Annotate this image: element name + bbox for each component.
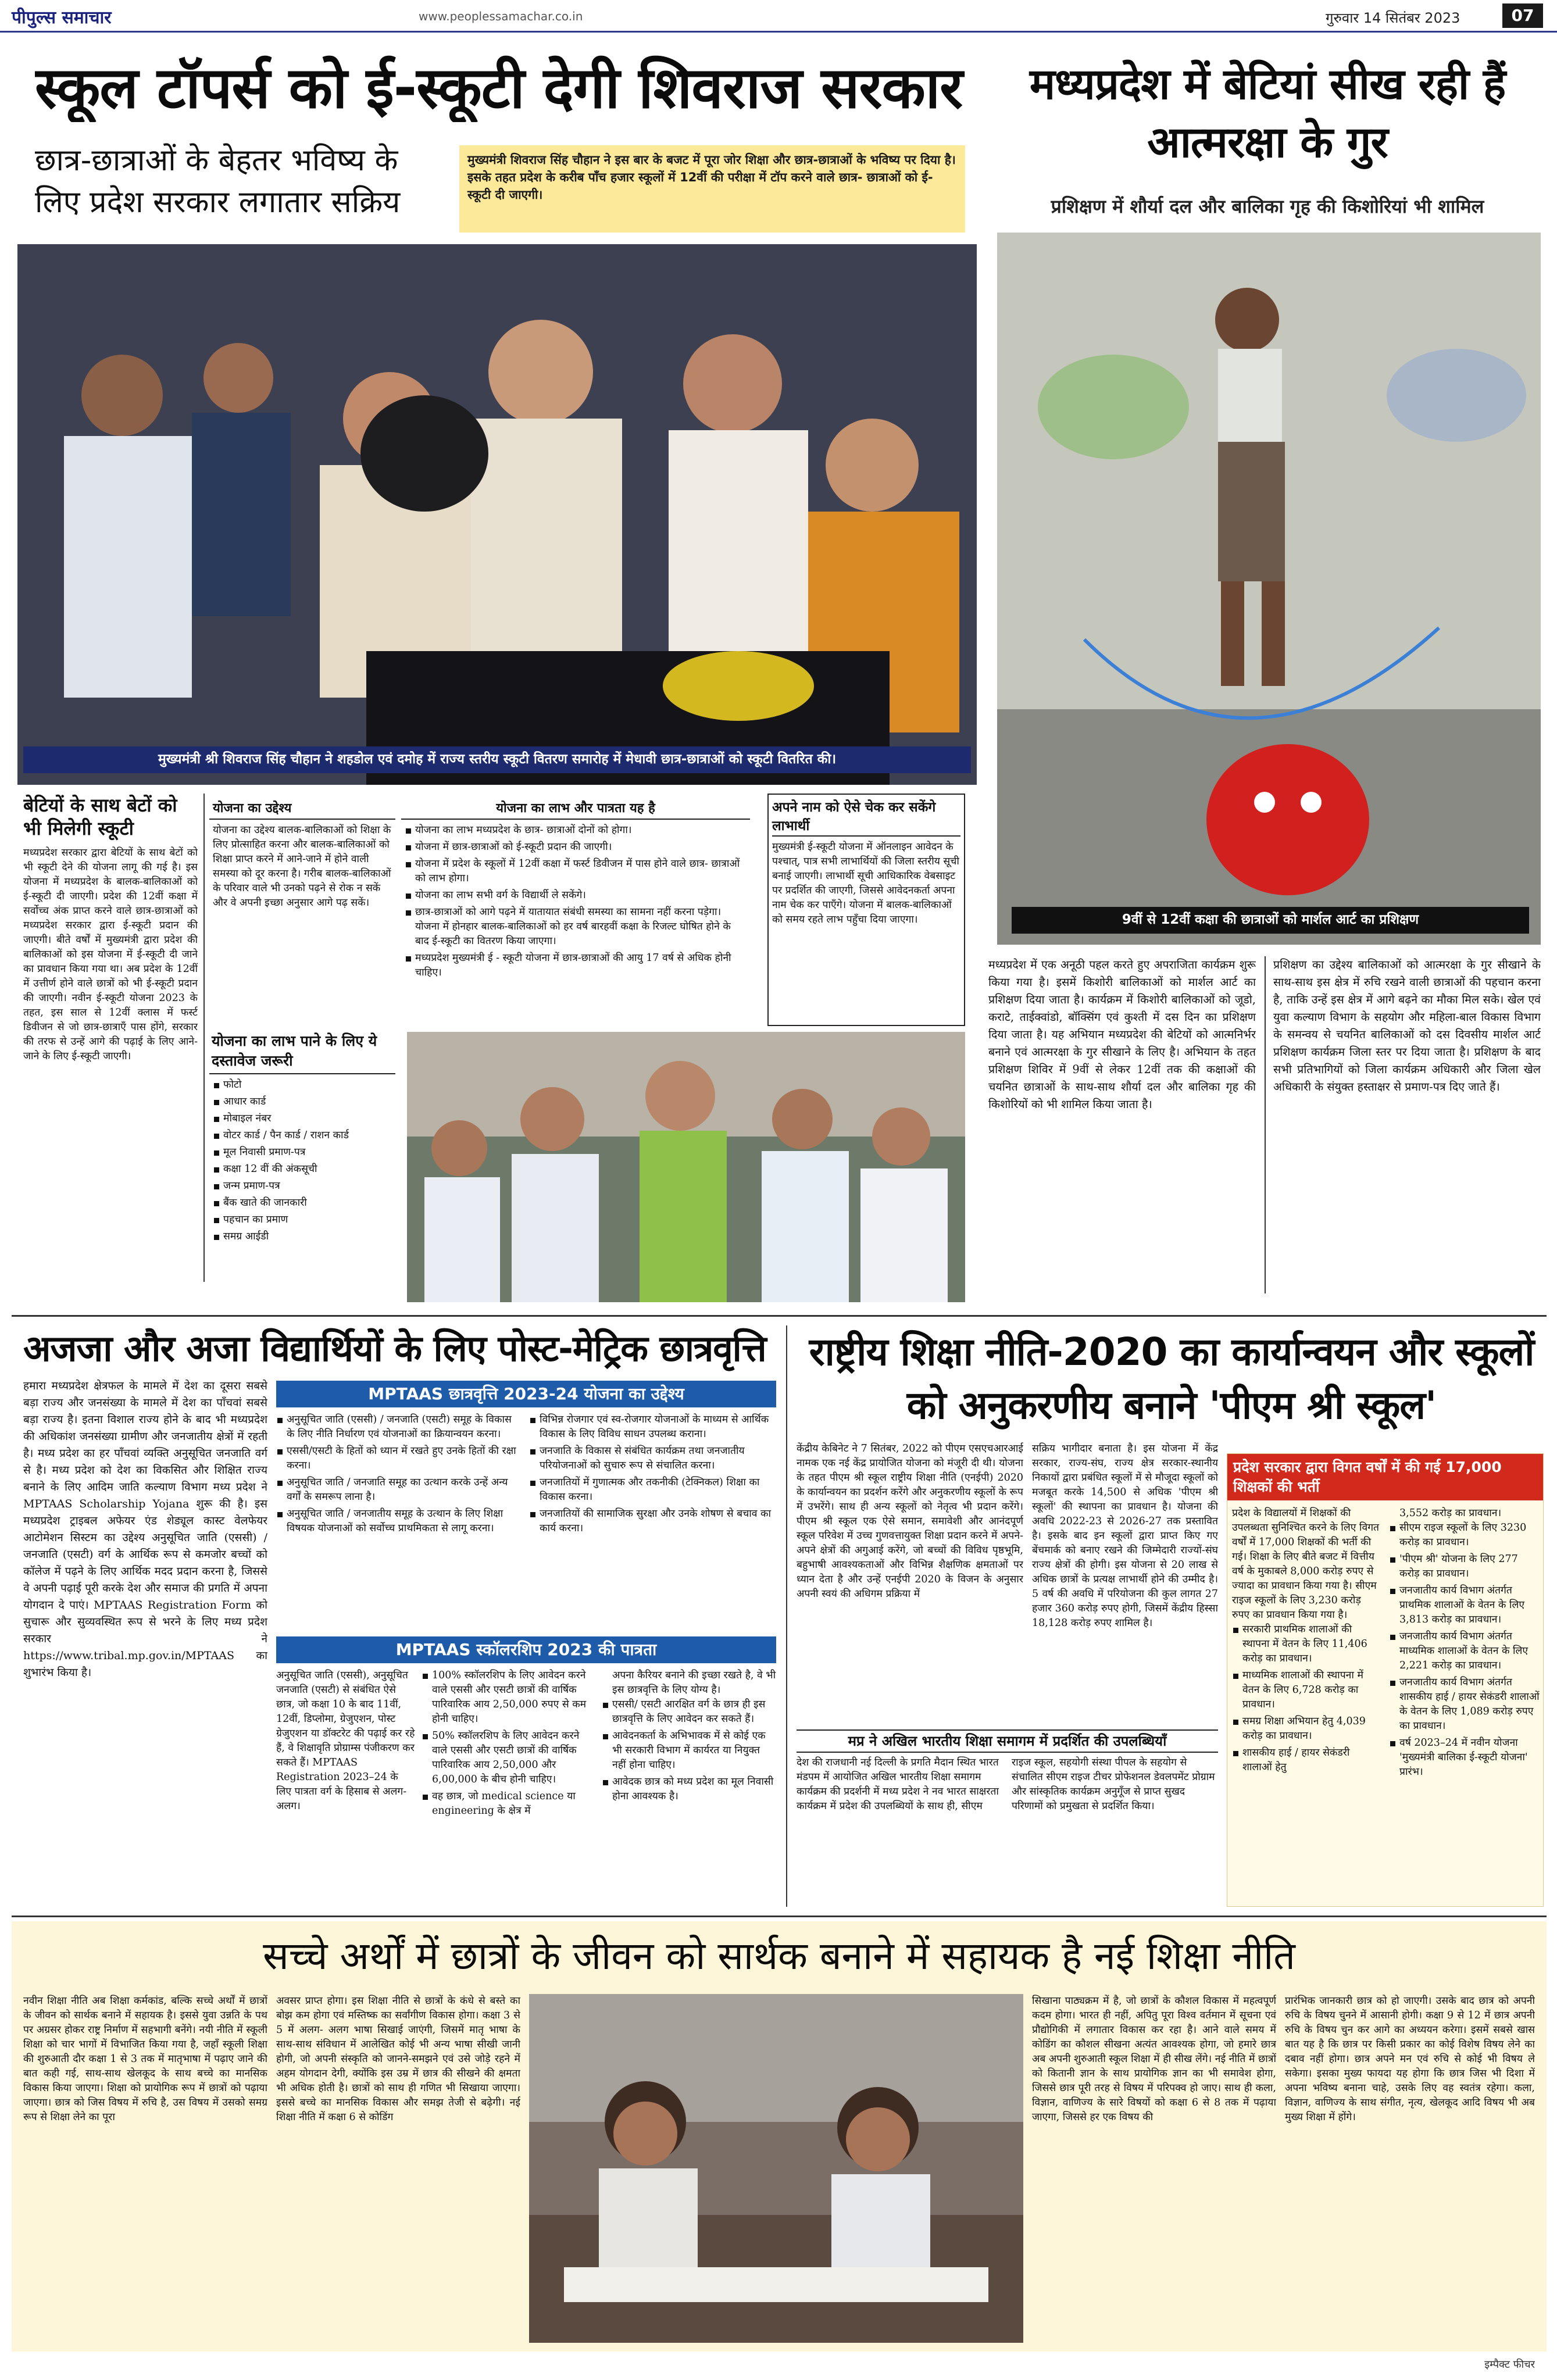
- list-item: वह छात्र, जो medical science या engineering के क्षेत्र में: [422, 1789, 596, 1818]
- a4-box-col1-intro: प्रदेश के विद्यालयों में शिक्षकों की उपलब्धता सुनिश्चित करने के लिए विगत वर्षों में 17,000 शिक्षकों की भर्ती की गई। शिक्षा के लिए बीते बजट में वित्तीय वर्ष के मुकाबले 8,000 करोड़ रुपए से ज्यादा का प्रावधान किया गया है। सीएम राइज स्कूलों के लिए 3,230 करोड़ रुपए का प्रावधान किया गया है।: [1232, 1507, 1380, 1621]
- a4-sub-c2: राइज स्कूल, सहयोगी संस्था पीपल के सहयोग से संचालित सीएम राइज टीचर प्रोफेशनल डेवलपमेंट प्रोग्राम और सांस्कृतिक कार्यक्रम अनुगूँज से प्राप्त सुखद परिणामों को प्रमुखता से प्रदर्शित किया।: [1012, 1757, 1215, 1812]
- a4-teachers-heading: प्रदेश सरकार द्वारा विगत वर्षों में की गई 17,000 शिक्षकों की भर्ती: [1227, 1454, 1543, 1500]
- a4-teachers-box: [1227, 1453, 1544, 1907]
- a5-classroom-scene: [529, 1994, 1023, 2343]
- a1-status-heading: अपने नाम को ऐसे चेक कर सकेंगे लाभार्थी: [772, 798, 960, 837]
- a5-classroom-photo: [529, 1994, 1023, 2343]
- list-item: आधार कार्ड: [213, 1095, 392, 1109]
- list-item: सरकारी प्राथमिक शालाओं की स्थापना में वेतन के लिए 11,406 करोड़ का प्रावधान।: [1232, 1623, 1380, 1666]
- a1-eligibility-box: [401, 796, 750, 1023]
- a1-col1: [23, 794, 198, 1305]
- a3-headline: अजजा और अजा विद्यार्थियों के लिए पोस्ट-मेट्रिक छात्रवृत्ति: [23, 1327, 766, 1370]
- list-item: आवेदनकर्ता के अभिभावक में से कोई एक भी सरकारी विभाग में कार्यरत या नियुक्त नहीं होना चाहिए।: [602, 1729, 776, 1773]
- a1-status-text: मुख्यमंत्री ई-स्कूटी योजना में ऑनलाइन आवेदन के पश्चात्, पात्र सभी लाभार्थियों की जिला स्तरीय सूची बनाई जाएगी। लाभार्थी सूची आधिकारिक वेबसाइट पर प्रदर्शित की जाएगी, जिससे आवेदनकर्ता अपना नाम चेक कर पाएँगे। योजना में बालक-बालिकाओं को समय रहते लाभ पहुँचा दिया जाएगा।: [772, 841, 959, 925]
- a1-docs-list: [209, 1074, 395, 1250]
- list-item: विभिन्न रोजगार एवं स्व-रोजगार योजनाओं के माध्यम से आर्थिक विकास के लिए विविध साधन उपलब्ध कराना।: [529, 1413, 776, 1442]
- a3-eligibility-c3-list: [602, 1698, 776, 1804]
- a1-objective-box: [209, 796, 395, 1023]
- list-item: मोबाइल नंबर: [213, 1112, 392, 1126]
- a4-col2: सक्रिय भागीदार बनाता है। इस योजना में केंद्र सरकार, राज्य-संघ, राज्य क्षेत्र सरकार-स्थानीय निकायों द्वारा प्रबंधित स्कूलों में से मौजूदा स्कूलों को मजबूत करके 14,500 से अधिक 'पीएम श्री स्कूलों' की स्थापना का प्रावधान है। योजना की अवधि 2022-23 से 2026-27 तक प्रस्तावित है। इसके बाद इन स्कूलों द्वारा प्राप्त किए गए बेंचमार्क को बनाए रखने की जिम्मेदारी राज्यों-संघ राज्य क्षेत्रों की होगी। इस योजना से 20 लाख से अधिक छात्रों के प्रत्यक्ष लाभार्थी होने की उम्मीद है। 5 वर्ष की अवधि में परियोजना की कुल लागत 27 हजार 360 करोड़ रुपए होगी, जिसमें केंद्रीय हिस्सा 18,128 करोड़ रुपए शामिल है।: [1032, 1443, 1218, 1629]
- list-item: 100% स्कॉलरशिप के लिए आवेदन करने वाले एससी और एसटी छात्रों की वार्षिक पारिवारिक आय 2,50,000 रुपए से कम होनी चाहिए।: [422, 1668, 596, 1727]
- list-item: जनजातीय कार्य विभाग अंतर्गत शासकीय हाई / हायर सेकंडरी शालाओं के वेतन के लिए 1,089 करोड़ रुपए का प्रावधान।: [1389, 1675, 1540, 1734]
- a1-eligibility-heading: योजना का लाभ और पात्रता यह है: [401, 796, 750, 820]
- a1-subhead: छात्र-छात्राओं के बेहतर भविष्य के लिए प्रदेश सरकार लगातार सक्रिय: [35, 143, 401, 220]
- list-item: अनुसूचित जाति / जनजाति समूह का उत्थान करके उन्हें अन्य वर्गों के समरूप लाना है।: [276, 1475, 520, 1505]
- list-item: जनजातियों में गुणात्मक और तकनीकी (टेक्निकल) शिक्षा का विकास करना।: [529, 1475, 776, 1505]
- list-item: अनुसूचित जाति / जनजातीय समूह के उत्थान के लिए शिक्षा विषयक योजनाओं को सर्वोच्च प्राथमिकता से लागू करना।: [276, 1507, 520, 1536]
- a4-col1: केंद्रीय केबिनेट ने 7 सितंबर, 2022 को पीएम एसएचआरआई नामक एक नई केंद्र प्रायोजित योजना को मंजूरी दी थी। योजना के तहत पीएम श्री स्कूल राष्ट्रीय शिक्षा नीति (एनईपी) 2020 के कार्यान्वयन का प्रदर्शन करेंगे और अनुकरणीय स्कूलों के रूप में उभरेंगे। साथ ही अन्य स्कूलों को नेतृत्व भी प्रदान करेंगे। पीएम श्री स्कूल एक ऐसे समान, समावेशी और आनंदपूर्ण स्कूल परिवेश में उच्च गुणवत्तायुक्त शिक्षा प्रदान करने में अपने-अपने क्षेत्रों की अगुआई करेंगे, जो बच्चों की विविध पृष्ठभूमि, बहुभाषी आवश्यकताओं और विभिन्न शैक्षणिक क्षमताओं पर ध्यान देता है और उन्हें एनईपी 2020 के विजन के अनुसार अपनी स्वयं की अधिगम प्रक्रिया में: [797, 1443, 1023, 1600]
- a5-col3: सिखाना पाठ्यक्रम में है, जो छात्रों के कौशल विकास में महत्वपूर्ण कदम होगा। भारत ही नहीं, अपितु पूरा विश्व वर्तमान में सूचना एवं प्रौद्योगिकी में लगातार विकास कर रहा है। आने वाले समय में कोडिंग का कौशल सीखना अत्यंत आवश्यक होगा, जो हमारे छात्र अब अपनी शुरुआती स्कूल शिक्षा में ही सीख लेंगे। नई नीति में छात्रों को कितानी ज्ञान के साथ प्रायोगिक ज्ञान का भी समावेश होगा, जिससे छात्र पूरी तरह से विषय में परिपक्व हो जाए। साथ ही कला, विज्ञान, वाणिज्य के सारे विषयों को कक्षा 6 से 8 तक में पढ़ाया जाएगा, जिससे हर एक विषय की: [1032, 1995, 1276, 2123]
- a2-photo: [997, 233, 1541, 945]
- a4-box-col2: [1389, 1506, 1540, 1902]
- list-item: 'पीएम श्री' योजना के लिए 277 करोड़ का प्रावधान।: [1389, 1552, 1540, 1581]
- a3-eligibility-c2: [422, 1668, 596, 1907]
- issue-date: गुरुवार 14 सितंबर 2023: [1326, 10, 1460, 26]
- a1-objective-text: योजना का उद्देश्य बालक-बालिकाओं को शिक्षा के लिए प्रोत्साहित करना और बालक-बालिकाओं को शिक्षा प्राप्त करने में आने-जाने में होने वाली समस्या को दूर करना है। गरीब बालक-बालिकाओं के परिवार वाले भी उनको पढ़ने से रोक न सकें और वे अपनी इच्छा अनुसार आगे पढ़ सकें।: [213, 824, 391, 909]
- a5-col1: नवीन शिक्षा नीति अब शिक्षा कर्मकांड, बल्कि सच्चे अर्थों में छात्रों के जीवन को सार्थक बनाने में सहायक है। इससे युवा उन्नति के पथ पर अग्रसर होकर राष्ट्र निर्माण में सहभागी बनेंगे। नयी नीति में स्कूली शिक्षा को चार भागों में विभाजित किया गया है, जहाँ स्कूली शिक्षा की शुरुआती दौर कक्षा 1 से 3 तक में मातृभाषा में पढ़ाए जाने की बात कही गई, साथ-साथ खेलकूद के साथ बच्चे का मानसिक विकास किया जाएगा। शिक्षा को प्रायोगिक रूप में छात्रों को पढ़ाया जाएगा। छात्र को जिस विषय में रुचि है, उस विषय में उसको समग्र रूप से शिक्षा लेने का पूरा: [23, 1995, 267, 2123]
- a1-main-photo: [17, 244, 977, 785]
- a3-eligibility-c1: अनुसूचित जाति (एससी), अनुसूचित जनजाति (एसटी) से संबंधित ऐसे छात्र, जो कक्षा 10 के बाद 11वीं, 12वीं, डिप्लोमा, ग्रेजुएशन, पोस्ट ग्रेजुएशन या डॉक्टरेट की पढ़ाई कर रहे हैं, वे शिक्षावृति प्रोग्राम्स पंजीकरण कर सकते हैं। MPTAAS Registration 2023–24 के लिए पात्रता वर्ग के हिसाब से अलग-अलग।: [276, 1670, 415, 1812]
- list-item: योजना का लाभ सभी वर्ग के विद्यार्थी ले सकेंगे।: [405, 888, 747, 903]
- list-item: फोटो: [213, 1078, 392, 1092]
- list-item: जनजातीय कार्य विभाग अंतर्गत प्राथमिक शालाओं के वेतन के लिए 3,813 करोड़ का प्रावधान।: [1389, 1584, 1540, 1627]
- list-item: एससी/एसटी के हितों को ध्यान में रखते हुए उनके हितों की रक्षा करना।: [276, 1444, 520, 1473]
- list-item: योजना में छात्र-छात्राओं को ई-स्कूटी प्रदान की जाएगी।: [405, 840, 747, 855]
- list-item: योजना में प्रदेश के स्कूलों में 12वीं कक्षा में फर्स्ट डिवीजन में पास होने वाले छात्र- छात्राओं को लाभ होगा।: [405, 857, 747, 886]
- list-item: समग्र शिक्षा अभियान हेतु 4,039 करोड़ का प्रावधान।: [1232, 1714, 1380, 1743]
- list-item: पहचान का प्रमाण: [213, 1213, 392, 1227]
- a1-col1-heading: बेटियों के साथ बेटों को भी मिलेगी स्कूटी: [23, 794, 177, 839]
- col-rule: [203, 794, 205, 1282]
- a1-objective-heading: योजना का उद्देश्य: [209, 796, 395, 820]
- list-item: सीएम राइज स्कूलों के लिए 3230 करोड़ का प्रावधान।: [1389, 1521, 1540, 1550]
- a1-headline: स्कूल टॉपर्स को ई-स्कूटी देगी शिवराज सरकार: [35, 55, 963, 121]
- list-item: अनुसूचित जाति (एससी) / जनजाति (एसटी) समूह के विकास के लिए नीति निर्धारण एवं योजनाओं का क्रियान्वयन करना।: [276, 1413, 520, 1442]
- list-item: वर्ष 2023–24 में नवीन योजना 'मुख्यमंत्री बालिका ई-स्कूटी योजना' प्रारंभ।: [1389, 1736, 1540, 1779]
- a1-eligibility-list: [401, 820, 750, 986]
- a1-col1-text: मध्यप्रदेश सरकार द्वारा बेटियों के साथ बेटों को भी स्कूटी देने की योजना लागू की गई है। इस योजना में मध्यप्रदेश के बालक-बालिकाओं को ई-स्कूटी दी जाएगी। प्रदेश की 12वीं कक्षा में सर्वोच्च अंक प्राप्त करने वाले छात्र-छात्राओं को मध्यप्रदेश सरकार द्वारा ई-स्कूटी प्रदान की जाएगी। बीते वर्षों में मुख्यमंत्री द्वारा प्रदेश की बालिकाओं को इस योजना में ई-स्कूटी दी जाने का प्रावधान किया गया था। अब प्रदेश के 12वीं में उत्तीर्ण होने वाले छात्रों को भी ई-स्कूटी प्रदान की जाएगी। नवीन ई-स्कूटी योजना 2023 के तहत, इस साल से 12वीं क्लास में फर्स्ट डिवीजन से जो छात्र-छात्राएँ पास होंगे, सरकार की तरफ से उन्हें आगे की पढ़ाई के लिए आने-जाने के लिए ई-स्कूटी जाएगी।: [23, 847, 198, 1062]
- a1-docs-box: [209, 1029, 395, 1302]
- a3-body: हमारा मध्यप्रदेश क्षेत्रफल के मामले में देश का दूसरा सबसे बड़ा राज्य और जनसंख्या के मामले में देश का पाँचवां सबसे बड़ा राज्य है। इतना विशाल राज्य होने के बाद भी मध्यप्रदेश की अधिकांश जनसंख्या ग्रामीण और जनजातीय क्षेत्रों में रहती है। मध्य प्रदेश का हर पाँचवां व्यक्ति अनुसूचित जनजाति वर्ग से है। मध्य प्रदेश को देश का विकसित और शिक्षित राज्य बनाने के लिए आदिम जाति कल्याण विभाग मध्य प्रदेश ने MPTAAS Scholarship Yojana शुरू की है। इस मध्यप्रदेश ट्राइबल अफेयर एंड शेड्यूल कास्ट वेलफेयर आटोमेशन सिस्टम का उद्देश्य अनुसूचित जाति (एससी) / जनजाति (एसटी) वर्ग के आर्थिक रूप से कमजोर बच्चों को कॉलेज में पढ़ने के लिए आर्थिक मदद प्रदान करना है, जिससे वे अपनी पढ़ाई पूरी करके देश और समाज की प्रगति में अपना योगदान दे पाएं। MPTAAS Registration Form को सुचारू और सुव्यवस्थित रूप से भरने के लिए मध्य प्रदेश सरकार ने https://www.tribal.mp.gov.in/MPTAAS का शुभारंभ किया है।: [23, 1380, 267, 1679]
- a1-status-box: [767, 794, 965, 1026]
- list-item: 50% स्कॉलरशिप के लिए आवेदन करने वाले एससी और एसटी छात्रों की वार्षिक पारिवारिक आय 2,50,000 और 6,00,000 के बीच होनी चाहिए।: [422, 1729, 596, 1787]
- list-item: वोटर कार्ड / पैन कार्ड / राशन कार्ड: [213, 1128, 392, 1143]
- list-item: एससी/ एसटी आरक्षित वर्ग के छात्र ही इस छात्रवृत्ति के लिए आवेदन कर सकते हैं।: [602, 1698, 776, 1727]
- list-item: जनजाति के विकास से संबंधित कार्यक्रम तथा जनजातीय परियोजनाओं को सुचारु रूप से संचालित करना।: [529, 1444, 776, 1473]
- col-rule: [786, 1325, 787, 1907]
- a3-eligibility-bar: MPTAAS स्कॉलरशिप 2023 की पात्रता: [276, 1636, 776, 1663]
- list-item: योजना का लाभ मध्यप्रदेश के छात्र- छात्राओं दोनों को होगा।: [405, 823, 747, 838]
- a1-highlight-box: [459, 145, 965, 233]
- section-rule: [12, 1916, 1547, 1917]
- a1-cm-students-photo: [407, 1032, 965, 1302]
- a5-col4: प्रारंभिक जानकारी छात्र को हो जाएगी। उसके बाद छात्र को अपनी रुचि के विषय चुनने में आसानी होगी। कक्षा 9 से 12 में छात्र अपनी रुचि के विषय चुन कर आगे का अध्ययन करेगा। इसमें सबसे खास बात यह है कि छात्र पर किसी प्रकार का कोई विशेष विषय लेने का दबाव नहीं होगा। छात्र अपने मन एवं रुचि से कोई भी विषय ले सकेगा। इसका मुख्य फायदा यह होगा कि छात्र जिस भी दिशा में अपना भविष्य बनाना चाहे, उसके लिए वह स्वतंत्र रहेगा। कला, विज्ञान, वाणिज्य के साथ संगीत, नृत्य, खेलकूद आदि विषय भी अब मुख्य शिक्षा में होंगे।: [1285, 1995, 1535, 2123]
- a5-col2: अवसर प्राप्त होगा। इस शिक्षा नीति से छात्रों के कंधे से बस्ते का बोझ कम होगा एवं मस्तिष्क का सर्वांगीण विकास होगा। कक्षा 3 से 5 में अलग- अलग भाषा सिखाई जाएंगी, जिसमें मातृ भाषा के साथ-साथ संविधान में आलेखित कोई भी अन्य भाषा सीखी जानी होगी, जो अपनी संस्कृति को जानने-समझने एवं उसे जोड़े रहने में अहम योगदान देगी, क्योंकि इस उम्र में छात्र की सीखने की क्षमता भी अधिक होती है। छात्रों को साथ ही गणित भी सिखाया जाएगा। इससे बच्चे का मानसिक विकास और समझ तेजी से बढ़ेगी। नई शिक्षा नीति में कक्षा 6 से कोडिंग: [276, 1995, 520, 2123]
- list-item: शासकीय हाई / हायर सेकंडरी शालाओं हेतु: [1232, 1746, 1380, 1775]
- list-item: छात्र-छात्राओं को आगे पढ़ने में यातायात संबंधी समस्या का सामना नहीं करना पड़ेगा। योजना में होनहार बालक-बालिकाओं को हर वर्ष बारहवीं कक्षा के रिजल्ट घोषित होने के बाद ई-स्कूटी का वितरण किया जाएगा।: [405, 905, 747, 949]
- a2-photo-caption: 9वीं से 12वीं कक्षा की छात्राओं को मार्शल आर्ट का प्रशिक्षण: [1012, 907, 1529, 934]
- page-header: [0, 0, 1557, 33]
- a1-cm-students-scene: [407, 1032, 965, 1302]
- a4-box-col2-intro: 3,552 करोड़ का प्रावधान।: [1399, 1507, 1502, 1519]
- a3-eligibility-c3: [602, 1668, 776, 1907]
- a2-col2: प्रशिक्षण का उद्देश्य बालिकाओं को आत्मरक्षा के गुर सीखाने के साथ-साथ इस क्षेत्र में रुचि रखने वाली छात्राओं की पहचान करना है, ताकि उन्हें इस क्षेत्र में आगे बढ़ने का मौका मिल सके। खेल एवं युवा कल्याण विभाग के सहयोग और महिला-बाल विकास विभाग के समन्वय से चयनित बालिकाओं को दस दिवसीय मार्शल आर्ट प्रशिक्षण कार्यक्रम जिला स्तर पर दिया जाता है। प्रशिक्षण के बाद सभी प्रतिभागियों को जिला कार्यक्रम अधिकारी और जिला खेल अधिकारी के संयुक्त हस्ताक्षर से प्रमाण-पत्र दिए जाते हैं।: [1273, 958, 1541, 1093]
- a4-box-col1: [1232, 1506, 1380, 1902]
- list-item: मूल निवासी प्रमाण-पत्र: [213, 1145, 392, 1160]
- a4-sub-c1: देश की राजधानी नई दिल्ली के प्रगति मैदान स्थित भारत मंडपम में आयोजित अखिल भारतीय शिक्षा समागम कार्यक्रम की प्रदर्शनी में मध्य प्रदेश ने नव भारत साक्षरता कार्यक्रम में प्रदेश की उपलब्धियों के साथ ही, सीएम: [797, 1757, 999, 1812]
- a4-box-col1-list: [1232, 1623, 1380, 1775]
- website-url[interactable]: www.peoplessamachar.co.in: [419, 9, 583, 23]
- a5-headline: सच्चे अर्थों में छात्रों के जीवन को सार्थक बनाने में सहायक है नई शिक्षा नीति: [263, 1934, 1295, 1978]
- a1-photo-scene: [17, 244, 977, 785]
- a2-headline: मध्यप्रदेश में बेटियां सीख रही हैं आत्मरक्षा के गुर: [1029, 59, 1506, 167]
- a4-box-col2-list: [1389, 1521, 1540, 1779]
- a4-headline: राष्ट्रीय शिक्षा नीति-2020 का कार्यान्वयन और स्कूलों को अनुकरणीय बनाने 'पीएम श्री स्कूल': [809, 1330, 1534, 1428]
- a1-photo-caption: मुख्यमंत्री श्री शिवराज सिंह चौहान ने शहडोल एवं दमोह में राज्य स्तरीय स्कूटी वितरण समारोह में मेधावी छात्र-छात्राओं को स्कूटी वितरित की।: [23, 746, 971, 773]
- a2-photo-scene: [997, 233, 1541, 945]
- list-item: मध्यप्रदेश मुख्यमंत्री ई - स्कूटी योजना में छात्र-छात्राओं की आयु 17 वर्ष से अधिक होनी चाहिए।: [405, 951, 747, 980]
- col-rule: [1265, 956, 1266, 1293]
- a3-objective-bar: MPTAAS छात्रवृत्ति 2023-24 योजना का उद्देश्य: [276, 1381, 776, 1407]
- list-item: माध्यमिक शालाओं की स्थापना में वेतन के लिए 6,728 करोड़ का प्रावधान।: [1232, 1668, 1380, 1712]
- a2-col1: मध्यप्रदेश में एक अनूठी पहल करते हुए अपराजिता कार्यक्रम शुरू किया गया है। इसमें किशोरी बालिकाओं को मार्शल आर्ट का प्रशिक्षण दिया जाता है। कार्यक्रम में किशोरी बालिकाओं को जूडो, कराटे, ताईक्वांडो, बॉक्सिंग एवं कुश्ती में दस दिन का प्रशिक्षण दिया जाता है। यह अभियान मध्यप्रदेश की बेटियों को आत्मनिर्भर बनाने एवं आत्मरक्षा के गुर सीखाने के लिए है। अभियान के तहत प्रशिक्षण शिविर में 9वीं से लेकर 12वीं तक की कक्षाओं की चयनित छात्राओं के साथ-साथ शौर्या दल और बालिका गृह की किशोरियों को भी शामिल किया जाता है।: [988, 958, 1256, 1111]
- a4-sub-heading: मप्र ने अखिल भारतीय शिक्षा समागम में प्रदर्शित की उपलब्धियाँ: [797, 1729, 1218, 1753]
- list-item: कक्षा 12 वीं की अंकसूची: [213, 1162, 392, 1177]
- list-item: समग्र आईडी: [213, 1230, 392, 1244]
- list-item: जनजातियों की सामाजिक सुरक्षा और उनके शोषण से बचाव का कार्य करना।: [529, 1507, 776, 1536]
- list-item: जनजातीय कार्य विभाग अंतर्गत माध्यमिक शालाओं के वेतन के लिए 2,221 करोड़ का प्रावधान।: [1389, 1629, 1540, 1673]
- a2-subhead: प्रशिक्षण में शौर्या दल और बालिका गृह की किशोरियां भी शामिल: [1051, 195, 1484, 217]
- list-item: बैंक खाते की जानकारी: [213, 1196, 392, 1210]
- a3-objective-left: [276, 1413, 520, 1628]
- a3-eligibility-c3-text: अपना कैरियर बनाने की इच्छा रखते है, वे भी इस छात्रवृत्ति के लिए योग्य है।: [612, 1670, 776, 1696]
- list-item: जन्म प्रमाण-पत्र: [213, 1179, 392, 1193]
- section-rule: [12, 1315, 1547, 1317]
- page-number: 07: [1502, 3, 1543, 28]
- list-item: आवेदक छात्र को मध्य प्रदेश का मूल निवासी होना आवश्यक है।: [602, 1775, 776, 1804]
- a3-objective-right: [529, 1413, 776, 1628]
- masthead: पीपुल्स समाचार: [12, 8, 112, 28]
- a1-docs-heading: योजना का लाभ पाने के लिए ये दस्तावेज जरूरी: [209, 1029, 395, 1074]
- footer-label: इम्पैक्ट फीचर: [1484, 2358, 1535, 2371]
- a1-highlight-text: मुख्यमंत्री शिवराज सिंह चौहान ने इस बार के बजट में पूरा जोर शिक्षा और छात्र-छात्राओं के भविष्य पर दिया है। इसके तहत प्रदेश के करीब पाँच हजार स्कूलों में 12वीं की परीक्षा में टॉप करने वाले छात्र- छात्राओं को ई- स्कूटी दी जाएगी।: [467, 153, 956, 202]
